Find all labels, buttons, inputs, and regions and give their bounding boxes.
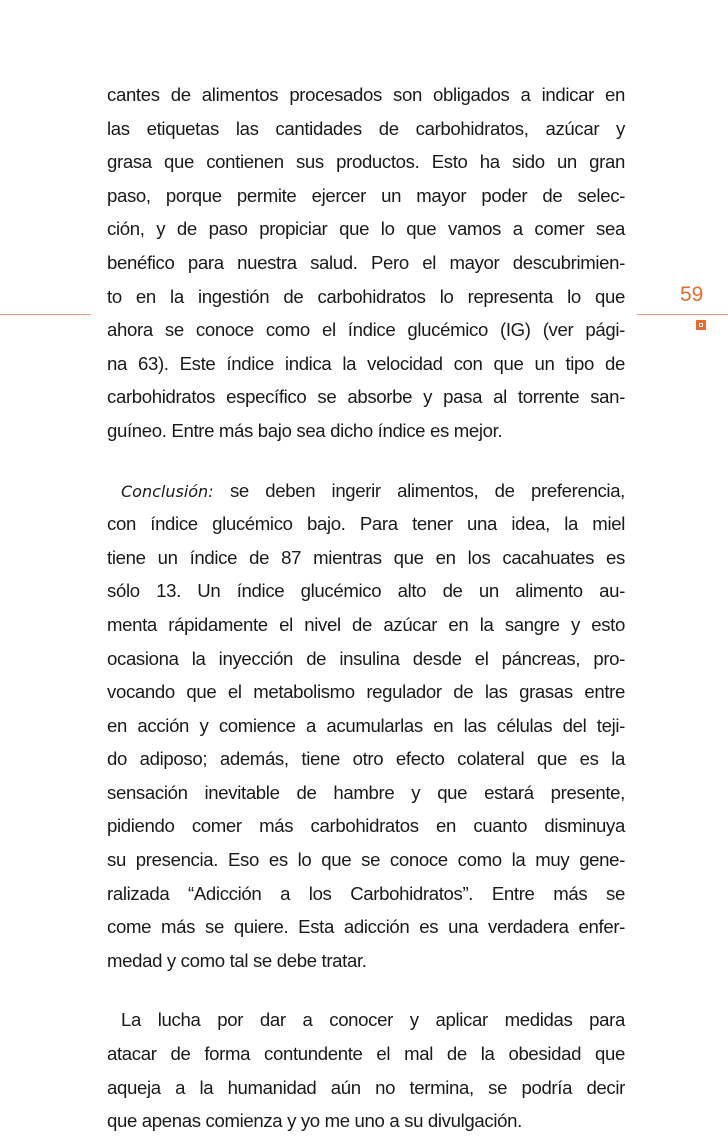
text-line: en acción y comience a acumularlas en las células del teji- [107, 714, 625, 736]
text-line: aqueja a la humanidad aún no termina, se podría decir [107, 1076, 625, 1098]
text-line [107, 474, 625, 508]
text-line: come más se quiere. Esta adicción es una verdadera enfer- [107, 916, 625, 938]
text-line: to en la ingestión de carbohidratos lo representa lo que [107, 285, 625, 307]
text-line: benéfico para nuestra salud. Pero el mayor descubrimien- [107, 251, 625, 273]
conclusion-lead: Conclusión: [121, 481, 214, 501]
text-line: sólo 13. Un índice glucémico alto de un alimento au- [107, 580, 625, 602]
text-line: medad y como tal se debe tratar. [107, 949, 367, 971]
text-line: tiene un índice de 87 mientras que en los cacahuates es [107, 546, 625, 568]
text-line: con índice glucémico bajo. Para tener una idea, la miel [107, 513, 625, 535]
text-line: cantes de alimentos procesados son obligados a indicar en [107, 84, 625, 105]
paragraph-3 [107, 1003, 625, 1137]
text-line: La lucha por dar a conocer y aplicar medidas para [121, 1009, 625, 1031]
text-line: menta rápidamente el nivel de azúcar en la sangre y esto [107, 613, 625, 635]
body-text [107, 78, 625, 1138]
paragraph-1 [107, 78, 625, 448]
text-line: do adiposo; además, tiene otro efecto colateral que es la [107, 748, 625, 770]
text-line: ahora se conoce como el índice glucémico (IG) (ver pági- [107, 319, 625, 341]
left-margin-rule [0, 314, 91, 315]
text-line: las etiquetas las cantidades de carbohidratos, azúcar y [107, 117, 625, 139]
text-line: que apenas comienza y yo me uno a su divulgación. [107, 1110, 522, 1132]
conclusion-first-line: se deben ingerir alimentos, de preferencia, [229, 479, 626, 501]
text-line: grasa que contienen sus productos. Esto ha sido un gran [107, 151, 625, 173]
text-line: atacar de forma contundente el mal de la obesidad que [107, 1043, 625, 1065]
text-line: pidiendo comer más carbohidratos en cuanto disminuya [107, 815, 625, 837]
text-line: ción, y de paso propiciar que lo que vamos a comer sea [107, 218, 625, 240]
text-line: vocando que el metabolismo regulador de las grasas entre [107, 681, 625, 703]
text-line: su presencia. Eso es lo que se conoce como la muy gene- [107, 849, 625, 871]
paragraph-conclusion [107, 474, 625, 978]
text-line: guíneo. Entre más bajo sea dicho índice es mejor. [107, 419, 503, 441]
page-marker-icon [696, 320, 706, 330]
page-number: 59 [680, 283, 704, 306]
text-line: ralizada “Adicción a los Carbohidratos”. Entre más se [107, 882, 625, 904]
text-line: carbohidratos específico se absorbe y pasa al torrente san- [107, 386, 625, 408]
text-line: paso, porque permite ejercer un mayor poder de selec- [107, 184, 625, 206]
right-margin-rule [637, 314, 728, 315]
text-line: sensación inevitable de hambre y que estará presente, [107, 781, 625, 803]
text-line: ocasiona la inyección de insulina desde el páncreas, pro- [107, 647, 625, 669]
text-line: na 63). Este índice indica la velocidad con que un tipo de [107, 352, 625, 374]
